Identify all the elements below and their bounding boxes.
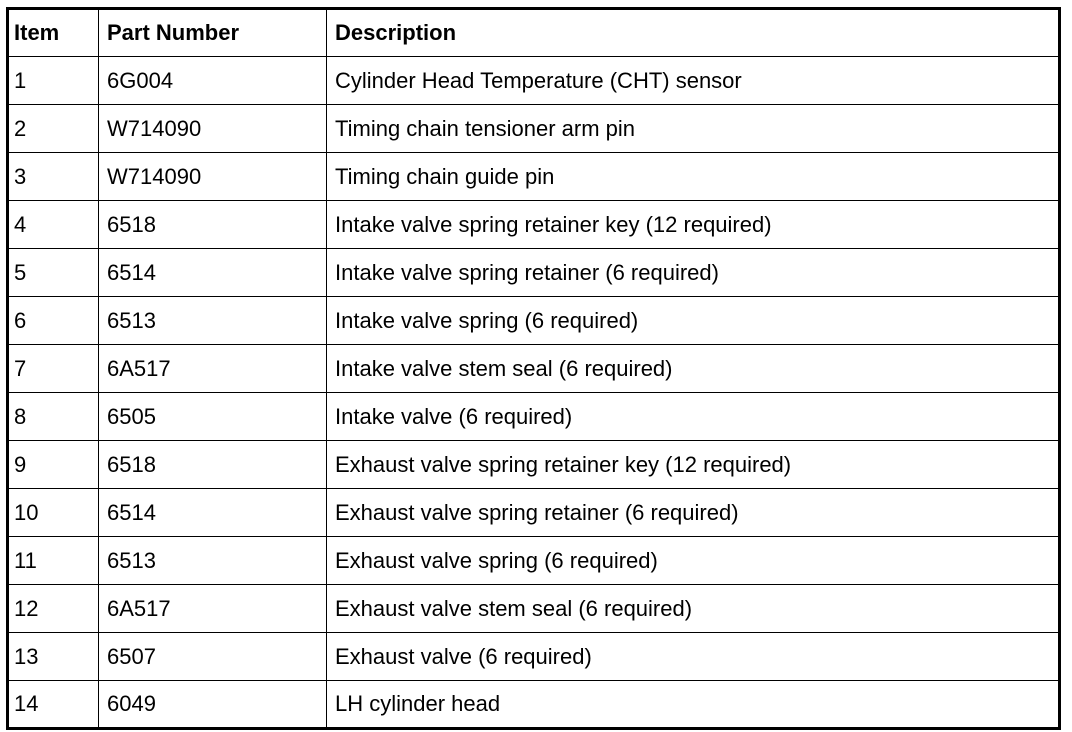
item-cell: 10 [8,489,99,537]
item-cell: 13 [8,633,99,681]
parts-table [6,7,1061,730]
table-row [8,249,1060,297]
table-row [8,297,1060,345]
description-cell: Exhaust valve spring retainer (6 required) [327,489,1060,537]
table-row [8,585,1060,633]
description-cell: Cylinder Head Temperature (CHT) sensor [327,57,1060,105]
part-number-cell: 6A517 [99,585,327,633]
table-row [8,441,1060,489]
part-number-cell: 6518 [99,441,327,489]
table-row [8,153,1060,201]
item-cell: 4 [8,201,99,249]
part-number-cell: 6513 [99,537,327,585]
item-cell: 7 [8,345,99,393]
part-number-cell: 6G004 [99,57,327,105]
part-number-cell: W714090 [99,153,327,201]
description-cell: Intake valve spring retainer (6 required) [327,249,1060,297]
table-row [8,489,1060,537]
part-number-cell: W714090 [99,105,327,153]
description-cell: Timing chain guide pin [327,153,1060,201]
item-cell: 3 [8,153,99,201]
description-cell: Exhaust valve spring (6 required) [327,537,1060,585]
item-cell: 9 [8,441,99,489]
description-cell: Intake valve spring (6 required) [327,297,1060,345]
table-row [8,201,1060,249]
column-header-description: Description [327,9,1060,57]
column-header-part-number: Part Number [99,9,327,57]
part-number-cell: 6507 [99,633,327,681]
description-cell: Exhaust valve (6 required) [327,633,1060,681]
part-number-cell: 6049 [99,681,327,729]
item-cell: 1 [8,57,99,105]
description-cell: LH cylinder head [327,681,1060,729]
table-row [8,537,1060,585]
item-cell: 6 [8,297,99,345]
item-cell: 14 [8,681,99,729]
part-number-cell: 6A517 [99,345,327,393]
table-row [8,57,1060,105]
item-cell: 11 [8,537,99,585]
part-number-cell: 6505 [99,393,327,441]
part-number-cell: 6514 [99,249,327,297]
part-number-cell: 6518 [99,201,327,249]
table-header-row [8,9,1060,57]
description-cell: Intake valve spring retainer key (12 required) [327,201,1060,249]
description-cell: Timing chain tensioner arm pin [327,105,1060,153]
table-row [8,633,1060,681]
description-cell: Intake valve (6 required) [327,393,1060,441]
item-cell: 2 [8,105,99,153]
description-cell: Exhaust valve stem seal (6 required) [327,585,1060,633]
table-row [8,681,1060,729]
part-number-cell: 6514 [99,489,327,537]
description-cell: Intake valve stem seal (6 required) [327,345,1060,393]
column-header-item: Item [8,9,99,57]
item-cell: 12 [8,585,99,633]
table-row [8,345,1060,393]
table-row [8,393,1060,441]
description-cell: Exhaust valve spring retainer key (12 required) [327,441,1060,489]
part-number-cell: 6513 [99,297,327,345]
item-cell: 8 [8,393,99,441]
table-row [8,105,1060,153]
item-cell: 5 [8,249,99,297]
